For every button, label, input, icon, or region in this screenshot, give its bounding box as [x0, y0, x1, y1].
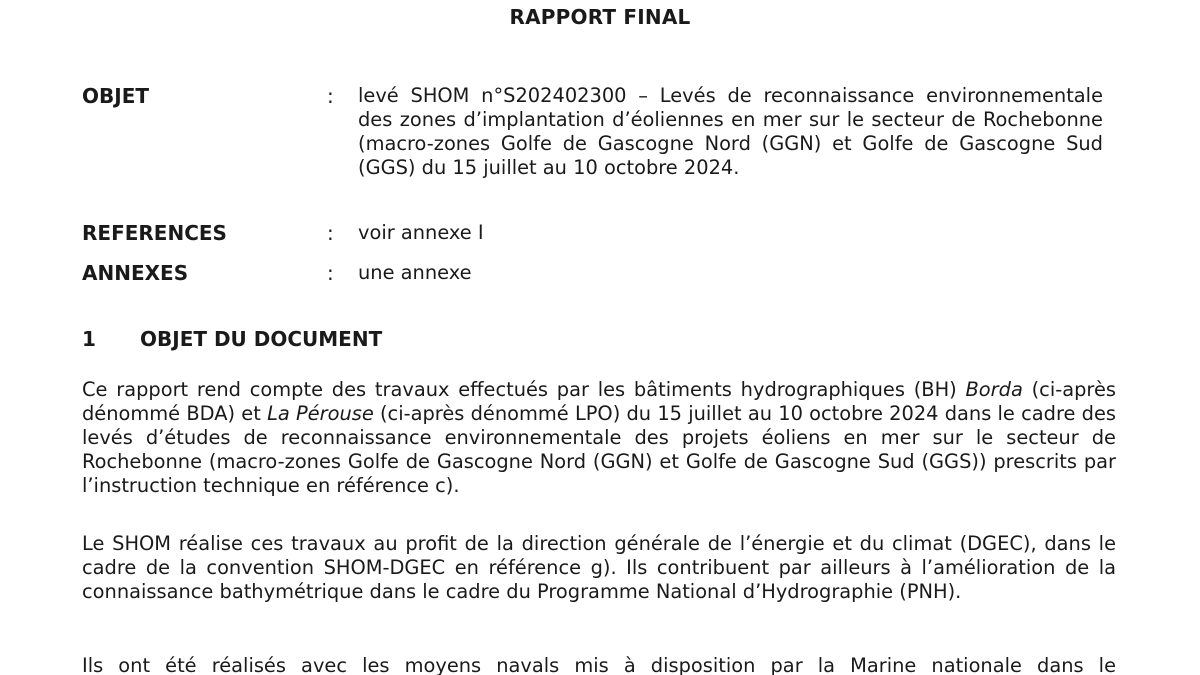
meta-value-annexes: une annexe	[358, 261, 472, 284]
section-title: OBJET DU DOCUMENT	[140, 327, 383, 351]
meta-colon: :	[327, 221, 334, 245]
meta-label-references: REFERENCES	[82, 221, 227, 245]
paragraph-1-text-b: (ci-après dénommé BDA) et	[82, 378, 1116, 425]
vessel-name-borda: Borda	[965, 378, 1023, 401]
meta-label-annexes: ANNEXES	[82, 261, 189, 285]
meta-row-objet	[82, 84, 1132, 204]
meta-row-annexes	[82, 261, 1132, 287]
document-title: RAPPORT FINAL	[509, 5, 691, 29]
meta-colon: :	[327, 261, 334, 285]
meta-label-objet: OBJET	[82, 84, 149, 108]
paragraph-1-text-c: (ci-après dénommé LPO) du 15 juillet au 10 octobre 2024 dans le cadre des levés d’études de reconnaissance environnementale des projets éoliens en mer sur le secteur de Rochebonne (macro-zones Golfe de Gascogne Nord (GGN) et Golfe de Gascogne Sud (GGS)) prescrits par l’instruction technique en référence c).	[82, 402, 1116, 497]
section-number: 1	[82, 327, 96, 351]
section-heading	[82, 327, 382, 351]
paragraph-1-text-a: Ce rapport rend compte des travaux effectués par les bâtiments hydrographiques (BH)	[82, 378, 966, 401]
meta-colon: :	[327, 84, 334, 108]
meta-row-references	[82, 221, 1132, 247]
vessel-name-la-perouse: La Pérouse	[267, 402, 374, 425]
paragraph-2: Le SHOM réalise ces travaux au profit de la direction générale de l’énergie et du climat (DGEC), dans le cadre de la convention SHOM-DGEC en référence g). Ils contribuent par ailleurs à l’amélioration de la connaissance bathymétrique dans le cadre du Programme National d’Hydrographie (PNH).	[82, 532, 1116, 603]
paragraph-1	[82, 378, 1116, 498]
paragraph-3: Ils ont été réalisés avec les moyens navals mis à disposition par la Marine nationale dans le	[82, 654, 1116, 675]
meta-value-references: voir annexe I	[358, 221, 484, 244]
meta-value-objet: levé SHOM n°S202402300 – Levés de reconnaissance environnementale des zones d’implantation d’éoliennes en mer sur le secteur de Rochebonne (macro-zones Golfe de Gascogne Nord (GGN) et Golfe de Gascogne Sud (GGS) du 15 juillet au 10 octobre 2024.	[358, 84, 1103, 179]
